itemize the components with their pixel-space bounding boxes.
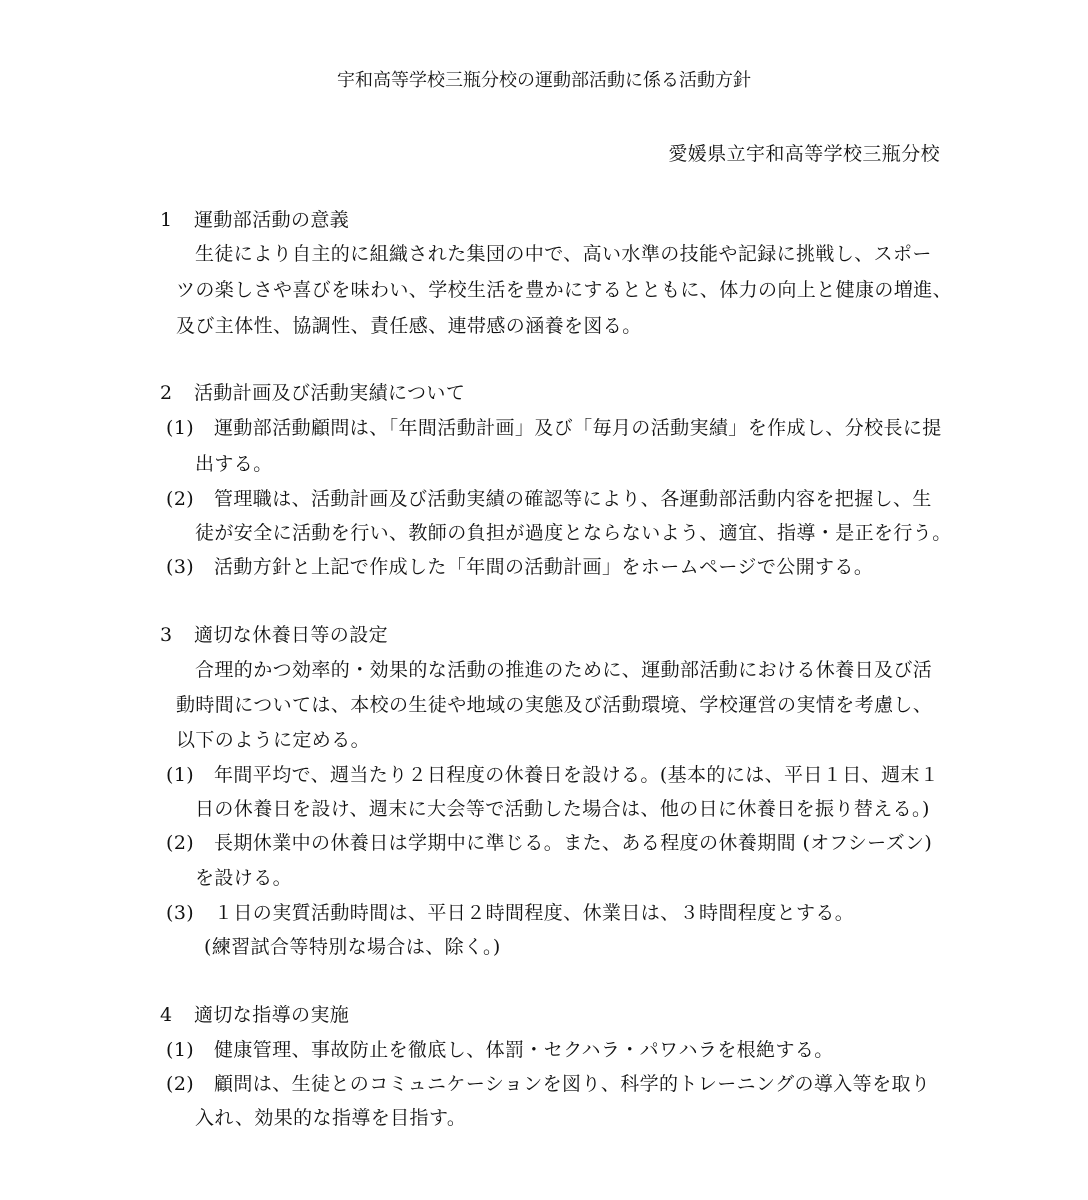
item-text: 活動方針と上記で作成した「年間の活動計画」をホームページで公開する。 <box>214 556 874 578</box>
item-number: (3) <box>166 902 195 924</box>
item-text: 年間平均で、週当たり２日程度の休養日を設ける。(基本的には、平日１日、週末１ <box>214 764 940 786</box>
item-text: 運動部活動顧問は、「年間活動計画」及び「毎月の活動実績」を作成し、分校長に提 <box>214 417 942 439</box>
item-text: １日の実質活動時間は、平日２時間程度、休業日は、３時間程度とする。 <box>214 902 855 924</box>
section-3-paragraph-line: 以下のように定める。 <box>176 729 371 751</box>
list-item <box>166 1037 834 1063</box>
item-text: 健康管理、事故防止を徹底し、体罰・セクハラ・パワハラを根絶する。 <box>214 1039 834 1061</box>
section-1-heading <box>160 207 349 233</box>
list-item-continuation: 徒が安全に活動を行い、教師の負担が過度とならないよう、適宜、指導・是正を行う。 <box>195 522 952 544</box>
section-number: 4 <box>160 1004 173 1026</box>
item-number: (3) <box>166 556 195 578</box>
section-title: 適切な指導の実施 <box>194 1004 350 1026</box>
list-item-continuation: を設ける。 <box>195 867 293 889</box>
section-1-paragraph-line: ツの楽しさや喜びを味わい、学校生活を豊かにするとともに、体力の向上と健康の増進、 <box>176 279 953 301</box>
section-1-paragraph-line: 及び主体性、協調性、責任感、連帯感の涵養を図る。 <box>176 315 642 337</box>
list-item <box>166 554 873 580</box>
list-item <box>166 415 942 441</box>
section-number: 1 <box>160 209 173 231</box>
section-1-paragraph-line: 生徒により自主的に組織された集団の中で、高い水準の技能や記録に挑戦し、スポー <box>195 243 932 265</box>
section-title: 活動計画及び活動実績について <box>194 382 466 404</box>
list-item <box>166 486 932 512</box>
item-number: (2) <box>166 1073 195 1095</box>
section-3-heading <box>160 622 388 648</box>
section-4-heading <box>160 1002 349 1028</box>
item-number: (2) <box>166 832 195 854</box>
list-item-continuation: 入れ、効果的な指導を目指す。 <box>195 1107 467 1129</box>
section-number: 2 <box>160 382 173 404</box>
document-title: 宇和高等学校三瓶分校の運動部活動に係る活動方針 <box>337 70 751 91</box>
list-item <box>166 762 939 788</box>
list-item <box>166 900 854 926</box>
list-item <box>166 830 932 856</box>
item-number: (2) <box>166 488 195 510</box>
item-number: (1) <box>166 417 195 439</box>
item-number: (1) <box>166 764 195 786</box>
section-title: 適切な休養日等の設定 <box>194 624 389 646</box>
section-2-heading <box>160 380 465 406</box>
section-3-paragraph-line: 合理的かつ効率的・効果的な活動の推進のために、運動部活動における休養日及び活 <box>195 659 933 681</box>
item-text: 管理職は、活動計画及び活動実績の確認等により、各運動部活動内容を把握し、生 <box>214 488 932 510</box>
item-text: 顧問は、生徒とのコミュニケーションを図り、科学的トレーニングの導入等を取り <box>214 1073 931 1095</box>
list-item-continuation: 出する。 <box>195 453 273 475</box>
section-title: 運動部活動の意義 <box>194 209 350 231</box>
list-item <box>166 1071 930 1097</box>
school-name: 愛媛県立宇和高等学校三瓶分校 <box>668 143 940 165</box>
section-number: 3 <box>160 624 173 646</box>
list-item-continuation: (練習試合等特別な場合は、除く。) <box>204 936 501 958</box>
item-number: (1) <box>166 1039 195 1061</box>
list-item-continuation: 日の休養日を設け、週末に大会等で活動した場合は、他の日に休養日を振り替える。) <box>195 798 930 820</box>
section-3-paragraph-line: 動時間については、本校の生徒や地域の実態及び活動環境、学校運営の実情を考慮し、 <box>176 694 933 716</box>
item-text: 長期休業中の休養日は学期中に準じる。また、ある程度の休養期間 (オフシーズン) <box>214 832 933 854</box>
